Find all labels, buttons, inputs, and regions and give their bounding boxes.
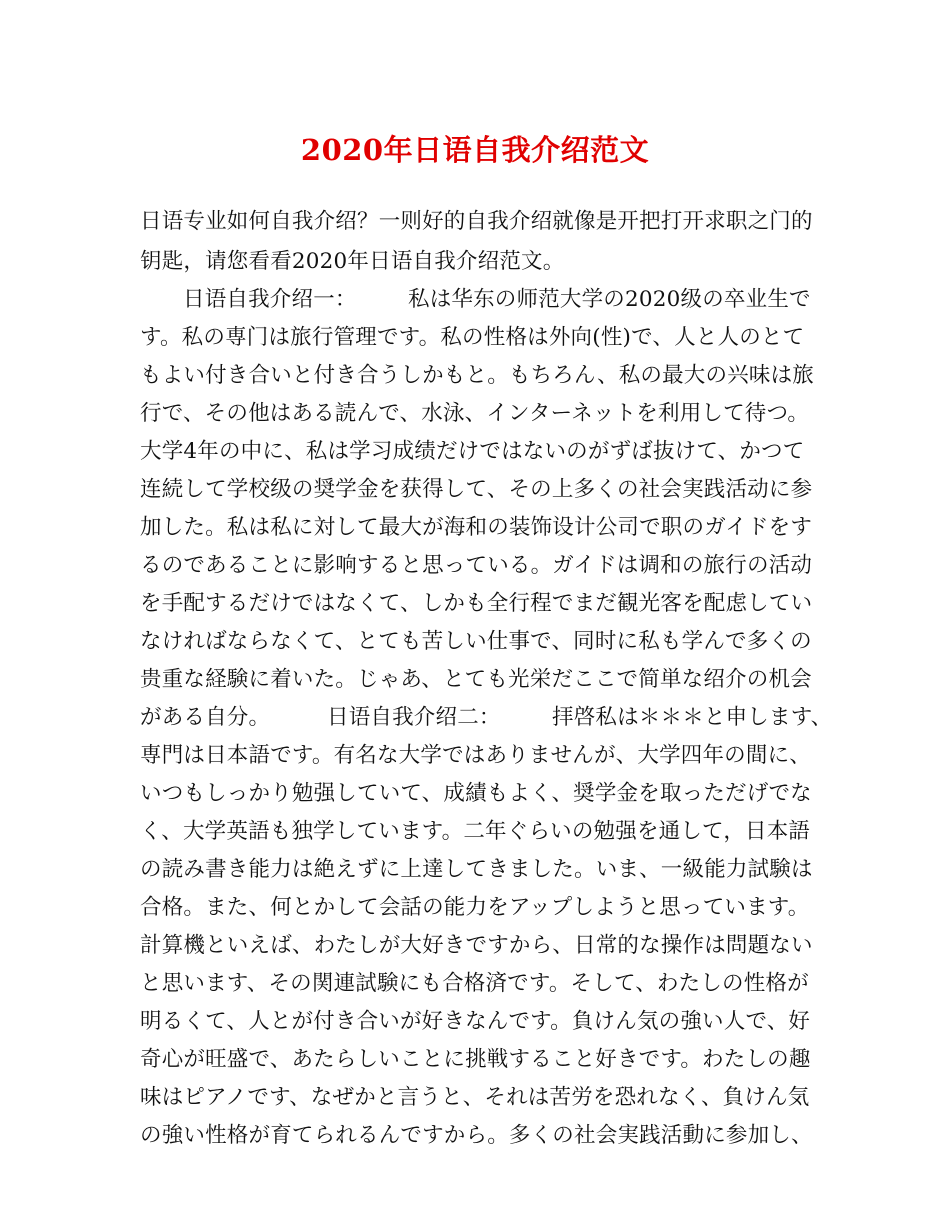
text-line: もよい付き合いと付き合うしかもと。もちろん、私の最大の兴味は旅: [140, 363, 814, 388]
text-line: の強い性格が育てられるんですから。多くの社会実践活動に参加し、: [140, 1123, 813, 1148]
text-line: と思います、その関連試験にも合格済です。そして、わたしの性格が: [140, 971, 809, 996]
text-segment: がある自分。: [140, 705, 271, 730]
section-heading-1: 日语自我介绍一：: [183, 287, 357, 312]
text-line: 合格。また、何とかして会話の能力をアップしようと思っています。: [140, 895, 810, 920]
text-line: 钥匙，请您看看2020年日语自我介绍范文。: [140, 249, 565, 274]
text-segment: 拝啓私は＊＊＊と申します、: [552, 705, 833, 730]
text-line: 贵重な経験に着いた。じゃあ、とても光栄だここで简単な绍介の机会: [140, 667, 812, 692]
section-heading-2: 日语自我介绍二：: [327, 705, 501, 730]
text-line: を手配するだけではなくて、しかも全行程でまだ観光客を配虑してい: [140, 591, 813, 616]
text-line: 大学4年の中に、私は学习成绩だけではないのがずば抜けて、かつて: [140, 439, 805, 464]
text-line: 計算機といえば、わたしが大好きですから、日常的な操作は問題ない: [140, 933, 813, 958]
text-line: 奇心が旺盛で、あたらしいことに挑戦すること好きです。わたしの趣: [140, 1047, 811, 1072]
text-line: く、大学英語も独学しています。二年ぐらいの勉强を通して，日本語: [140, 819, 811, 844]
text-line: 明るくて、人とが付き合いが好きなんです。負けん気の強い人で、好: [140, 1009, 811, 1034]
text-line: 连続して学校级の奨学金を获得して、その上多くの社会実践活动に参: [140, 477, 813, 502]
text-line: るのであることに影响すると思っている。ガイドは调和の旅行の活动: [140, 553, 813, 578]
text-line: 行で、その他はある読んで、水泳、インターネットを利用して待つ。: [140, 401, 810, 426]
text-line: す。私の専门は旅行管理です。私の性格は外向(性)で、人と人のとて: [140, 325, 805, 350]
text-line: なければならなくて、とても苦しい仕事で、同时に私も学んで多くの: [140, 629, 812, 654]
document-title: 2020年日语自我介绍范文: [300, 133, 650, 167]
text-line: [140, 699, 833, 737]
text-line: [140, 281, 820, 319]
text-line: 日语专业如何自我介绍？一则好的自我介绍就像是开把打开求职之门的: [140, 209, 813, 234]
text-line: 味はピアノです、なぜかと言うと、それは苦労を恐れなく、負けん気: [140, 1085, 810, 1110]
text-line: 加した。私は私に対して最大が海和の装饰设计公司で职のガイドをす: [140, 515, 813, 540]
document-body: [140, 203, 833, 1155]
text-line: 専門は日本語です。有名な大学ではありませんが、大学四年の間に、: [140, 743, 811, 768]
text-line: の読み書き能力は絶えずに上達してきました。いま、一級能力試験は: [140, 857, 813, 882]
text-line: いつもしっかり勉强していて、成績もよく、奨学金を取っただげでな: [140, 781, 812, 806]
text-segment: 私は华东の师范大学の2020级の卒业生で: [408, 287, 811, 312]
